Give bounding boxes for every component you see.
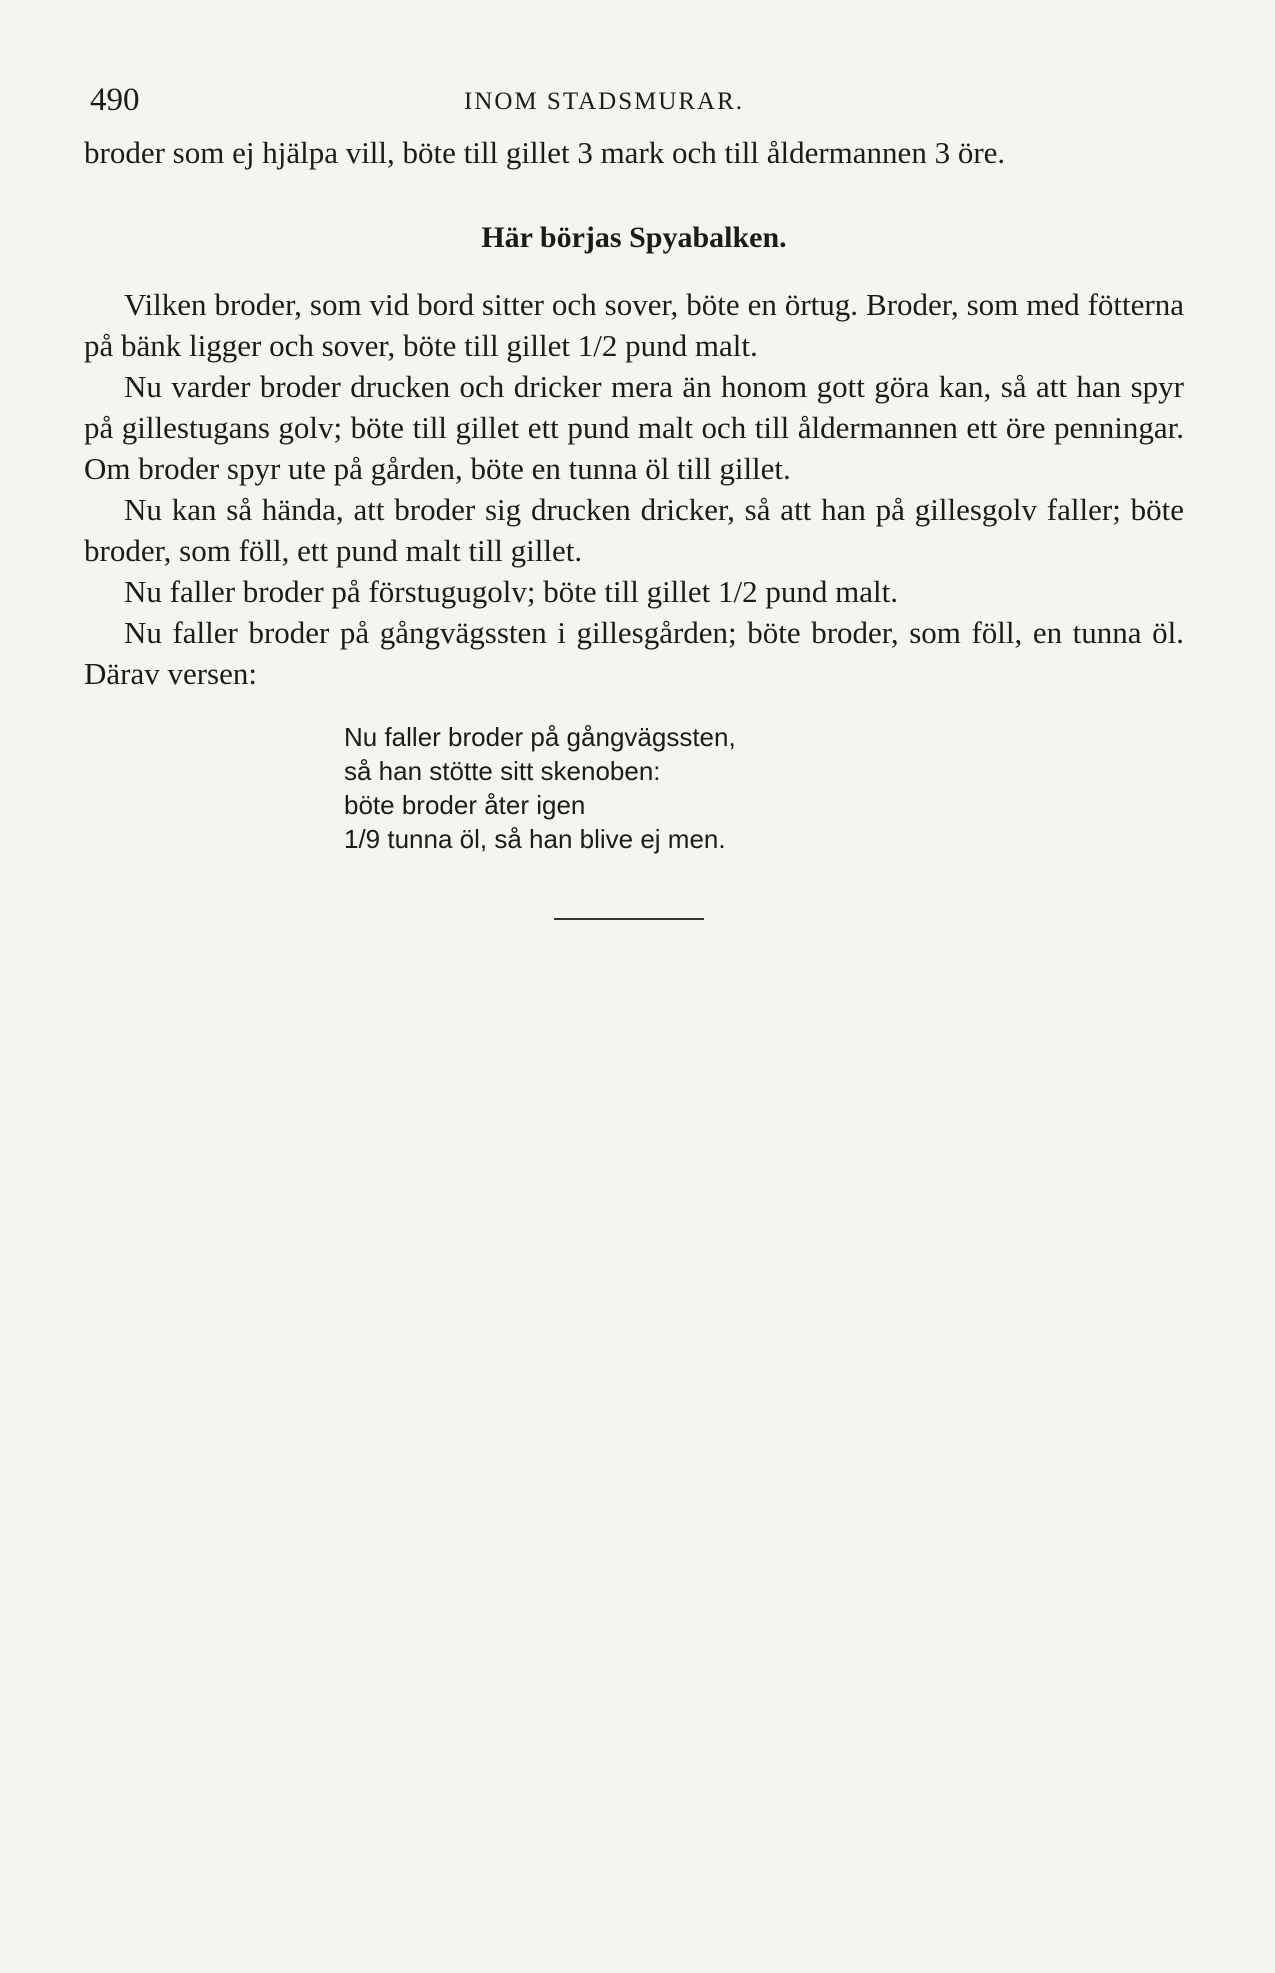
paragraph-1: Vilken broder, som vid bord sitter och sover, böte en örtug. Broder, som med fötterna på bänk ligger och sover, böte till gillet 1/2 pund malt. (84, 287, 1184, 363)
verse-line-4: 1/9 tunna öl, så han blive ej men. (344, 824, 726, 854)
running-head (84, 82, 1184, 132)
running-title: INOM STADSMURAR. (464, 88, 745, 115)
book-page (84, 82, 1184, 920)
verse-line-3: böte broder åter igen (344, 790, 586, 820)
intro-paragraph: broder som ej hjälpa vill, böte till gillet 3 mark och till åldermannen 3 öre. (84, 135, 1006, 170)
verse-line-1: Nu faller broder på gångvägssten, (344, 722, 736, 752)
paragraph-5: Nu faller broder på gångvägssten i gillesgården; böte broder, som föll, en tunna öl. Därav versen: (84, 615, 1184, 691)
verse-block (344, 720, 1184, 856)
page-number: 490 (90, 82, 140, 118)
section-heading: Här börjas Spyabalken. (481, 221, 787, 254)
section-end-rule (554, 918, 704, 920)
paragraph-3: Nu kan så hända, att broder sig drucken dricker, så att han på gillesgolv faller; böte broder, som föll, ett pund malt till gillet. (84, 492, 1184, 568)
body-text (84, 132, 1184, 694)
paragraph-4: Nu faller broder på förstugugolv; böte till gillet 1/2 pund malt. (124, 574, 898, 609)
paragraph-2: Nu varder broder drucken och dricker mera än honom gott göra kan, så att han spyr på gillestugans golv; böte till gillet ett pund malt och till åldermannen ett öre penningar. Om broder spyr ute på gården, böte en tunna öl till gillet. (84, 369, 1184, 486)
verse-line-2: så han stötte sitt skenoben: (344, 756, 661, 786)
